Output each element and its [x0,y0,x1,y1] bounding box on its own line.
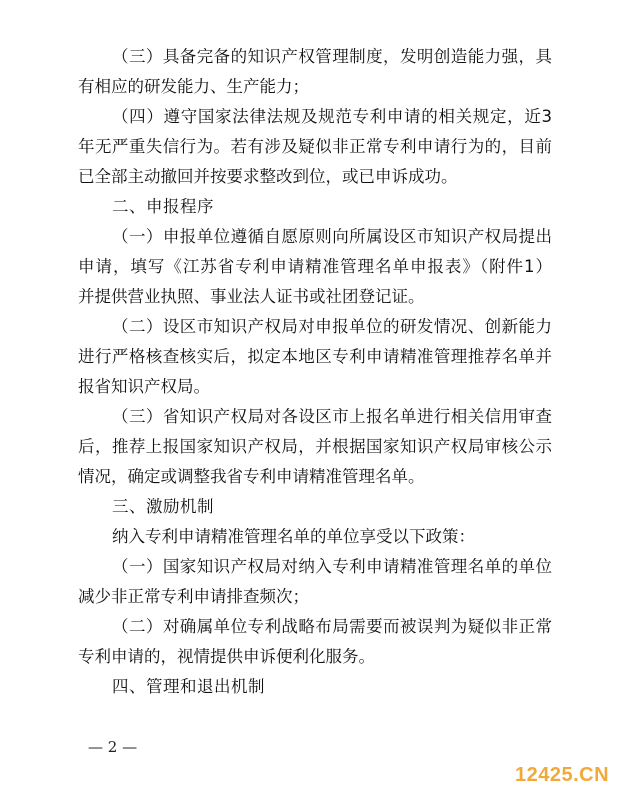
paragraph-line: 年无严重失信行为。若有涉及疑似非正常专利申请行为的，目前 [78,137,552,156]
paragraph-line: 情况，确定或调整我省专利申请精准管理名单。 [78,467,425,486]
paragraph-line: 进行严格核查核实后，拟定本地区专利申请精准管理推荐名单并 [78,347,552,366]
section-heading: 四、管理和退出机制 [112,677,265,696]
paragraph-line: 已全部主动撤回并按要求整改到位，或已申诉成功。 [78,167,458,186]
paragraph-line: 并提供营业执照、事业法人证书或社团登记证。 [78,287,425,306]
paragraph-line: 减少非正常专利申请排查频次； [78,587,309,606]
paragraph-line: 有相应的研发能力、生产能力； [78,77,309,96]
paragraph-line: 报省知识产权局。 [78,377,210,396]
paragraph-line: 纳入专利申请精准管理名单的单位享受以下政策： [112,527,475,546]
site-watermark: 12425.CN [515,764,610,786]
paragraph-line: 后，推荐上报国家知识产权局，并根据国家知识产权局审核公示 [78,437,552,456]
paragraph-line: （二）对确属单位专利战略布局需要而被误判为疑似非正常 [112,617,552,636]
paragraph-line: 申请，填写《江苏省专利申请精准管理名单申报表》（附件1） [78,257,552,276]
paragraph-line: （一）申报单位遵循自愿原则向所属设区市知识产权局提出 [112,227,552,246]
paragraph-line: （二）设区市知识产权局对申报单位的研发情况、创新能力 [112,317,552,336]
paragraph-line: （三）具备完备的知识产权管理制度，发明创造能力强，具 [112,47,552,66]
paragraph-line: （四）遵守国家法律法规及规范专利申请的相关规定，近3 [112,107,552,126]
section-heading: 三、激励机制 [112,497,214,516]
page-number: — 2 — [88,738,138,756]
paragraph-line: （一）国家知识产权局对纳入专利申请精准管理名单的单位 [112,557,552,576]
paragraph-line: 专利申请的，视情提供申诉便利化服务。 [78,647,375,666]
paragraph-line: （三）省知识产权局对各设区市上报名单进行相关信用审查 [112,407,552,426]
section-heading: 二、申报程序 [112,197,214,216]
